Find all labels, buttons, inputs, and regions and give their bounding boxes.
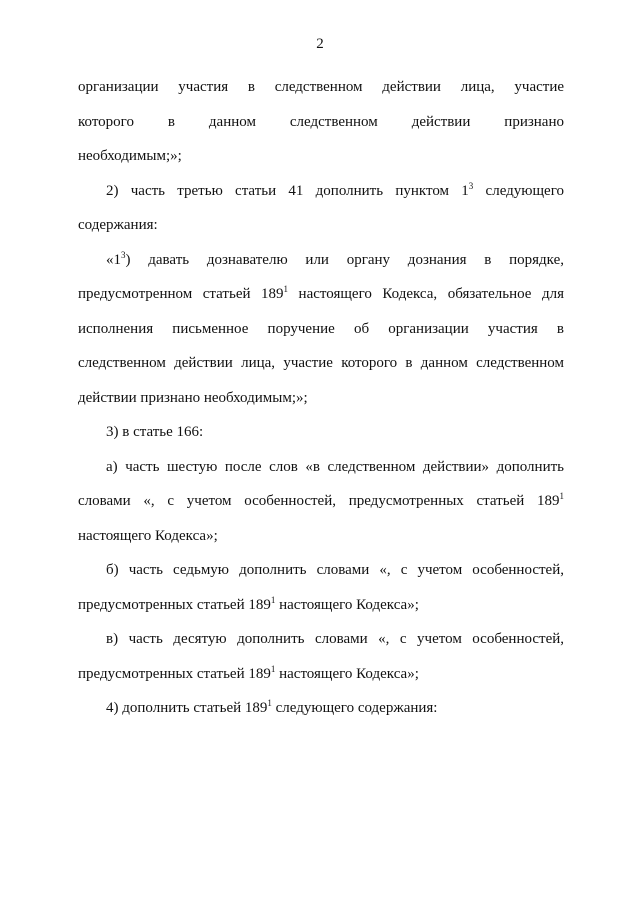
text-run: предусмотренных статьей 189 (78, 596, 271, 613)
text-run: 4) дополнить статьей 189 (106, 700, 268, 716)
superscript: 1 (267, 698, 272, 708)
text-line (78, 657, 564, 692)
text-line (78, 415, 564, 450)
text-run: организации участия в следственном действии лица, участие (78, 79, 564, 95)
text-line (78, 691, 564, 726)
text-run: действии признано необходимым;»; (78, 389, 308, 406)
text-line (78, 450, 564, 485)
text-line (78, 622, 564, 657)
text-run: следующего (473, 182, 564, 199)
text-line (78, 243, 564, 278)
text-line (78, 346, 564, 381)
text-run: а) часть шестую после слов «в следственном действии» дополнить (106, 458, 564, 475)
text-line (78, 312, 564, 347)
text-line (78, 381, 564, 416)
text-run: содержания: (78, 217, 158, 233)
superscript: 1 (270, 663, 276, 674)
text-run: настоящего Кодекса, обязательное для (288, 286, 564, 302)
text-run: настоящего Кодекса»; (275, 596, 419, 613)
text-line (78, 588, 564, 623)
text-line (78, 519, 564, 554)
text-line (78, 208, 564, 243)
text-run: которого в данном следственном действии признано (78, 113, 564, 130)
text-run: предусмотренных статьей 189 (78, 665, 271, 682)
text-run: ) давать дознавателю или органу дознания в порядке, (125, 251, 564, 268)
text-run: настоящего Кодекса»; (275, 665, 419, 682)
text-run: словами «, с учетом особенностей, предусмотренных статьей 189 (78, 493, 560, 509)
superscript: 3 (121, 249, 126, 260)
superscript: 3 (468, 180, 474, 191)
text-run: 3) в статье 166: (106, 424, 204, 440)
superscript: 1 (283, 284, 289, 294)
text-line (78, 139, 564, 174)
text-run: следующего содержания: (271, 700, 438, 716)
text-run: исполнения письменное поручение об организации участия в (78, 320, 564, 337)
text-run: б) часть седьмую дополнить словами «, с учетом особенностей, (106, 562, 564, 578)
text-run: в) часть десятую дополнить словами «, с учетом особенностей, (106, 631, 564, 647)
text-line (78, 70, 564, 105)
text-run: настоящего Кодекса»; (78, 527, 218, 544)
text-line (78, 484, 564, 519)
text-line (78, 105, 564, 140)
text-run: 2) часть третью статьи 41 дополнить пунктом 1 (106, 182, 469, 199)
text-line (78, 174, 564, 209)
superscript: 1 (270, 594, 276, 605)
text-run: следственном действии лица, участие которого в данном следственном (78, 355, 564, 371)
text-run: предусмотренном статьей 189 (78, 286, 284, 302)
document-body (78, 70, 564, 726)
text-run: необходимым;»; (78, 148, 182, 164)
text-line (78, 553, 564, 588)
text-run: «1 (106, 251, 121, 268)
superscript: 1 (559, 491, 564, 501)
text-line (78, 277, 564, 312)
page-number: 2 (316, 36, 324, 52)
